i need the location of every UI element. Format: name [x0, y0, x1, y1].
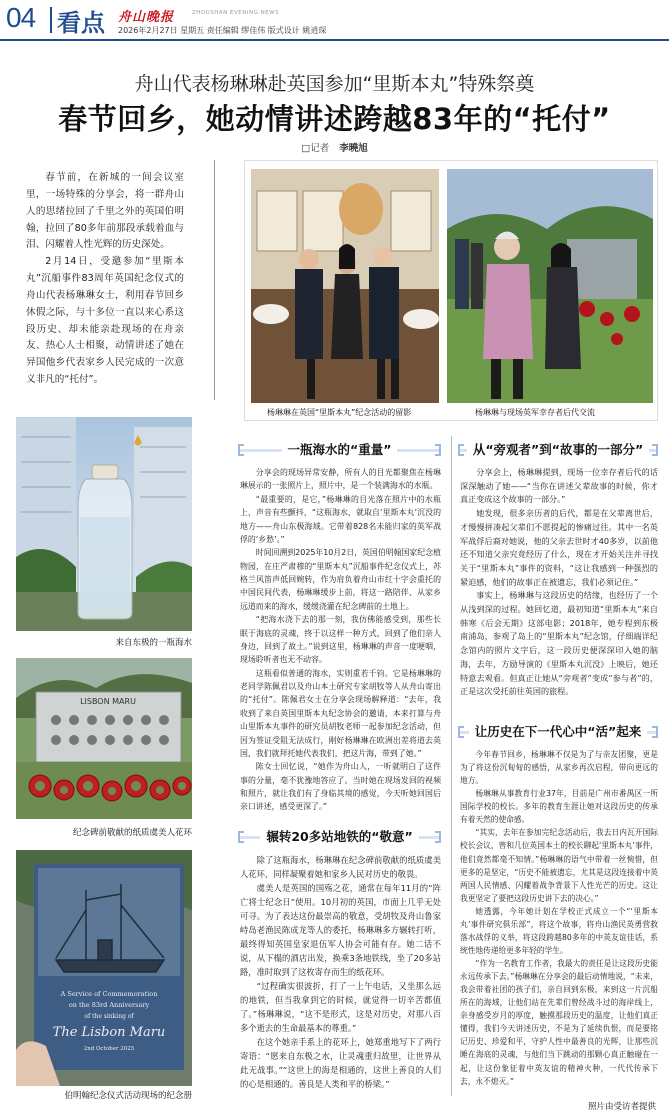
- masthead: [0, 0, 669, 38]
- column-rule: [214, 430, 215, 1110]
- subhead-bracket-left: [458, 444, 464, 456]
- section-subway-body: [240, 853, 441, 1091]
- section-next-generation-body: [460, 748, 658, 1088]
- subhead-bracket-left: [238, 444, 244, 456]
- survivors-photo: [447, 169, 653, 403]
- booklet-line-4: The Lisbon Maru: [52, 1025, 166, 1040]
- subhead-bracket-right: [652, 726, 658, 738]
- intro-text: [26, 170, 184, 389]
- paragraph: “最重要的，是它，”杨琳琳的目光落在照片中的水瓶上，声音有些颤抖，“这瓶海水，就取自‘里斯本丸’沉没的地方——舟山东极海域。它带着828名未能归家的英军战俘的‘乡愁’。”: [240, 494, 441, 544]
- paragraph: 分享会的现场异常安静，所有人的目光都聚焦在杨琳琳展示的一张照片上，照片中，是一个装满海水的水瓶。: [240, 468, 441, 491]
- paragraph: “把海水浇下去的那一刻，我仿佛能感受到，那些长眠于海底的灵魂，终于以这样一种方式，回到了他们亲人身边，回到了故土。”说到这里，杨琳琳的声音一度哽咽，现场聆听者也无不动容。: [240, 615, 441, 665]
- booklet-line-2: on the 83rd Anniversary: [68, 1001, 150, 1009]
- masthead-divider: [50, 7, 52, 33]
- subhead-bracket-left: [238, 831, 244, 843]
- paragraph: 她透露，今年她计划在学校正式成立一个“‘里斯本丸’事件研究俱乐部”，将这个故事，将舟山渔民英勇营救落水战俘的义举，将这段跨越80多年的中英友谊佳话，系统性地传递给更多年轻的学生。: [460, 906, 658, 955]
- section-bystander-body: [460, 466, 658, 699]
- top-right-caption: 杨琳琳与现场英军幸存者后代交流: [475, 408, 595, 417]
- booklet-photo: [16, 850, 192, 1086]
- intro-paragraph: 春节前，在新城的一间会议室里，一场特殊的分享会，将一群舟山人的思绪拉回了千里之外的英国伯明翰，拉回了80多年前那段承载着血与泪、闪耀着人性光辉的历史深处。: [26, 172, 184, 251]
- article-kicker: 舟山代表杨琳琳赴英国参加“里斯本丸”特殊祭奠: [134, 73, 535, 95]
- newspaper-logo-en: ZHOUSHAN EVENING NEWS: [192, 10, 280, 16]
- subhead-seawater: [238, 440, 441, 460]
- byline-role: □记者: [301, 143, 330, 154]
- subhead-subway: [238, 827, 441, 847]
- paragraph: 事实上，杨琳琳与这段历史的结缘，也经历了一个从浅到深的过程。她回忆道，最初知道“里斯本丸”来自韩寒《后会无期》这部电影；2018年，她专程到东极南浦岛，参观了岛上的“里斯本丸”纪念馆，仔细端详纪念馆内的照片文字后，这一段历史便深深印入她的脑海，去年，方励导演的《里斯本丸沉没》上映后，她还特意去观看。但真正让她从“旁观者”变成“参与者”的，正是这次受托前往英国的旅程。: [460, 590, 658, 697]
- section-seawater-body: [240, 466, 441, 814]
- paragraph: “过程确实很波折，打了一上午电话，又坐那么远的地铁，但当我拿到它的时候，就觉得一切辛苦都值了。”杨琳琳说，“这不是形式，这是对历史，对那八百多个逝去的生命最基本的尊重。”: [240, 981, 441, 1034]
- booklet-caption: 伯明翰纪念仪式活动现场的纪念册: [64, 1091, 192, 1101]
- paragraph: 今年春节回乡，杨琳琳不仅是为了与亲友团聚，更是为了将这份沉甸甸的感悟，从家乡再次启程，带向更远的地方。: [460, 750, 658, 786]
- paragraph: 这瓶看似普通的海水，实则重若千钧。它是杨琳琳的老同学陈佩君以及舟山本土研究专家胡牧等人从舟山寄出的“托付”。陈佩君女士在分享会现场解释道：“去年，我收到了来自英国里斯本丸纪念协会的邀请，本来打算与舟山里斯本丸事件的研究员胡牧老师一起参加纪念活动，但因为签证受阻无法成行，刚好杨琳琳在欧洲出差将道去英国，我们就拜托她代表我们，把这片海，带到了她。”: [240, 668, 441, 758]
- byline-name: 李曉旭: [339, 143, 368, 154]
- masthead-rule: [0, 39, 669, 41]
- memorial-caption: 纪念碑前敬献的纸质虞美人花环: [72, 828, 192, 838]
- top-left-caption: 杨琳琳在英国“里斯本丸”纪念活动的留影: [267, 408, 412, 417]
- booklet-line-5: 2nd October 2025: [83, 1046, 135, 1052]
- gala-photo: [251, 169, 439, 403]
- subhead-next-generation: [458, 722, 658, 742]
- column-rule: [214, 160, 215, 400]
- memorial-photo: [16, 658, 192, 819]
- subhead-text: 一瓶海水的“重量”: [282, 442, 398, 457]
- booklet-line-3: of the sinking of: [84, 1013, 134, 1020]
- memorial-sign: LISBON MARU: [80, 697, 136, 706]
- paragraph: 分享会上，杨琳琳提到，现场一位幸存者后代的话深深触动了她——“当你在讲述父辈故事的时候，你才真正变成这个故事的一部分。”: [460, 467, 658, 505]
- subhead-text: 从“旁观者”到“故事的一部分”: [467, 442, 649, 457]
- subhead-bracket-right: [652, 444, 658, 456]
- bottle-photo: [16, 417, 192, 631]
- top-photo-panel: [244, 160, 658, 421]
- column-rule: [451, 436, 452, 1096]
- article-headline: 春节回乡，她动情讲述跨越83年的“托付”: [58, 102, 611, 136]
- paragraph: 在这个她亲手系上的花环上，她郑重地写下了两行寄语：“愿来自东极之水，让灵魂重归故里，让世界从此无战事。”“这世上的海是相通的，这世上善良的人们的心是相通的。善良是人类和平的桥梁。”: [240, 1037, 441, 1090]
- subhead-bystander: [458, 440, 658, 460]
- paragraph: 时间回溯到2025年10月2日，英国伯明翰国家纪念植物园，在庄严肃穆的“里斯本丸”沉船事件纪念仪式上，苏格兰风笛声低回婉转，作为肩负着舟山市红十字会重托的中国民间代表，杨琳琳缓步上前，将这一路陪伴、从家乡远道而来的海水，缓缓浇灌在纪念碑前的土地上。: [240, 548, 441, 611]
- issue-info: 2026年2月27日 星期五 责任编辑 缪佳伟 版式设计 姚逍琛: [118, 26, 327, 35]
- subhead-bracket-right: [435, 831, 441, 843]
- subhead-bracket-left: [458, 726, 464, 738]
- paragraph: 杨琳琳从事教育行业37年，目前是广州市番禺区一所国际学校的校长。多年的教育生涯让她对这段历史的传承有着天然的使命感。: [460, 789, 658, 825]
- byline: [0, 140, 669, 154]
- page-number: 04: [6, 2, 36, 33]
- subhead-bracket-right: [435, 444, 441, 456]
- paragraph: 除了这瓶海水，杨琳琳在纪念碑前敬献的纸质虞美人花环，同样凝聚着她和家乡人民对历史的敬畏。: [240, 855, 441, 880]
- booklet-line-1: A Service of Commemoration: [60, 990, 158, 998]
- paragraph: 陈女士回忆说，“她作为舟山人，一听就明白了这件事的分量，毫不犹豫地答应了。当时她在现场发回的视频和照片，就让我们有了身临其境的感觉，今天听她回国后亲口讲述，感受更深了。”: [240, 762, 441, 812]
- newspaper-logo: 舟山晚报: [118, 10, 175, 25]
- photo-credit: 照片由受访者提供: [587, 1102, 656, 1112]
- subhead-text: 辗转20多站地铁的“敬意”: [260, 829, 418, 844]
- paragraph: 虞美人是英国的国殇之花，通常在每年11月的“阵亡将士纪念日”使用。10月初的英国，市面上几乎无处可寻。为了表达这份最崇高的敬意，受胡牧及舟山鲁家峙岛老渔民陈成龙等人的委托，杨琳琳多方辗转打听，最终得知英国皇家退伍军人协会可能有存。她二话不说，从下榻的酒店出发，换乘3条地铁线，坐了20多站路，准时取到了这枚寄存而生的纸花环。: [240, 883, 441, 978]
- subhead-text: 让历史在下一代心中“活”起来: [469, 724, 647, 739]
- paragraph: “其实，去年在参加完纪念活动后，我去日内瓦开国际校长会议，曾和几位英国本土的校长聊起‘里斯本丸’事件，他们竟然都毫不知情。”杨琳琳的语气中带着一丝惋惜，但更多的是坚定，“历史不能被遗忘，尤其是这段连接着中英两国人民情感、闪耀着战争背景下人性光芒的历史。这让我更坚定了要把这段历史讲下去的决心。”: [460, 828, 658, 903]
- bottle-caption: 来自东极的一瓶海水: [115, 638, 192, 648]
- intro-paragraph: 2月14日，受邀参加“里斯本丸”沉船事件83周年英国纪念仪式的舟山代表杨琳琳女士，利用春节回乡休假之际，与十多位一直以来心系这段历史、却未能亲赴现场的在舟亲友、热心人士相聚，动情讲述了她在异国他乡代表家乡人民完成的一次意义非凡的“托付”。: [26, 256, 184, 386]
- paragraph: 她发现，很多亲历者的后代，都是在父辈离世后，才慢慢拼凑起父辈们不愿提起的惨痛过往。其中一名英军战俘后裔对她说，他的父亲去世时才40多岁，以前他还不知道父亲究竟经历了什么，现在才开始关注并寻找关于“里斯本丸”事件的资料，“这让我感到一种强烈的紧迫感，他们的故事正在被遗忘，我们必须记住。”: [460, 508, 658, 587]
- section-title: 看点: [57, 8, 105, 37]
- paragraph: “作为一名教育工作者，我最大的责任是让这段历史能永远传承下去。”杨琳琳在分享会的最后动情地说，“未来，我会带着社团的孩子们，亲自回到东极，来到这一片沉船所在的海域，让他们站在先辈们曾经战斗过的海岸线上，亲身感受岁月的厚度，触摸那段历史的温度，让他们真正懂得，我们今天讲述历史，不是为了延续仇恨，而是要铭记历史、珍爱和平，守护人性中最善良的光辉，让那些沉睡在海底的灵魂，与他们当下跳动的那颗心真正触碰在一起，让这份象征着中英友谊的精神火种，一代代传承下去，永不熄灭。”: [460, 959, 658, 1086]
